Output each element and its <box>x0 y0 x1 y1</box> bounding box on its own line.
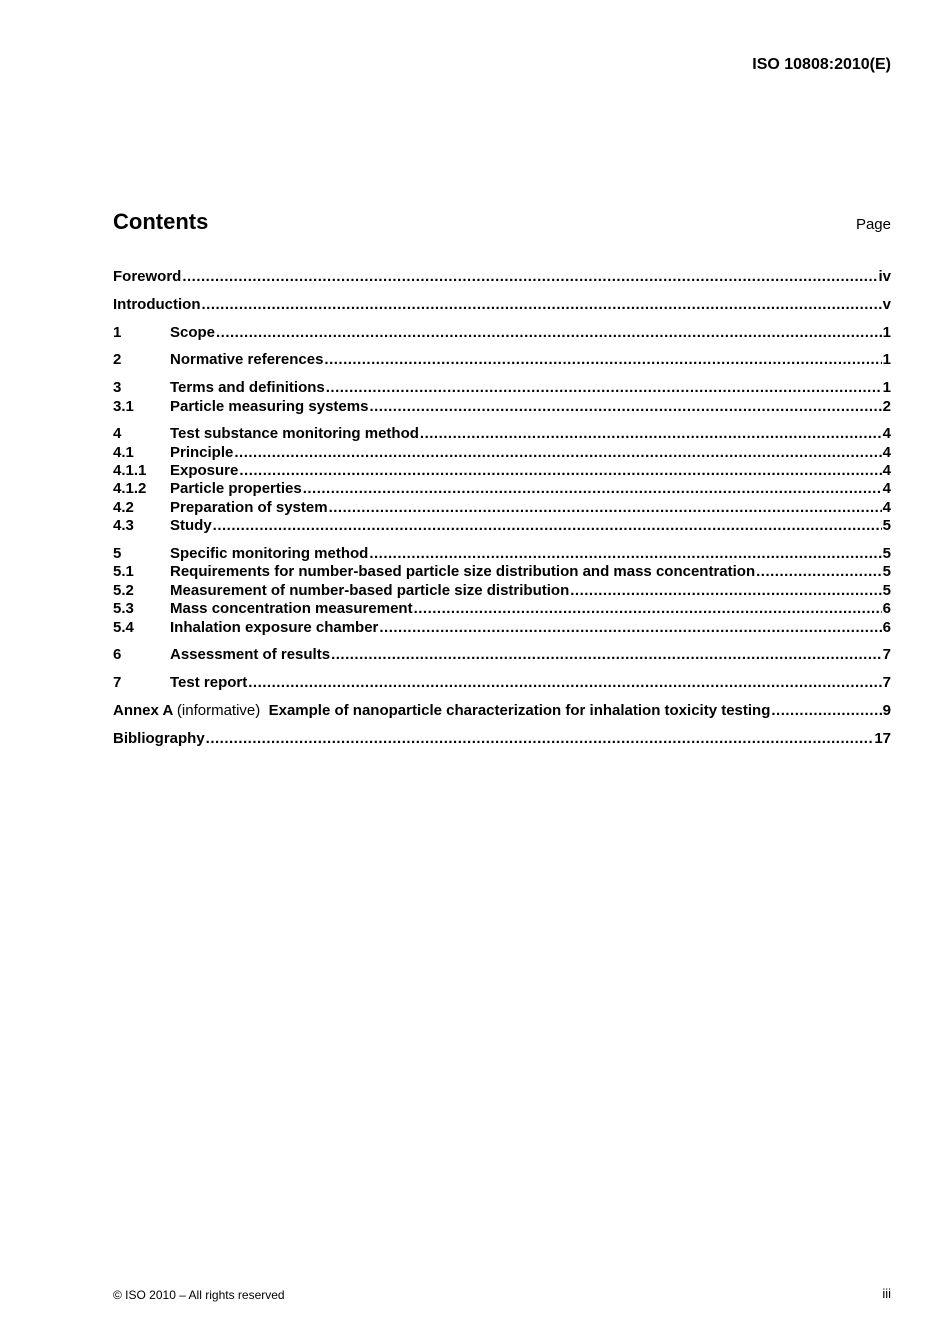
toc-entry-page: 4 <box>882 425 891 443</box>
toc-entry-title: Study <box>170 517 212 535</box>
toc-entry-title: Terms and definitions <box>170 379 325 397</box>
toc-entry[interactable] <box>113 600 891 618</box>
toc-leader-dots <box>248 674 881 692</box>
toc-entry-title: Mass concentration measurement <box>170 600 413 618</box>
toc-entry-introduction[interactable] <box>113 296 891 314</box>
toc-entry-title: Requirements for number-based particle size distribution and mass concentration <box>170 563 756 581</box>
toc-entry-title: Specific monitoring method <box>170 545 369 563</box>
toc-entry[interactable] <box>113 425 891 443</box>
toc-entry-title: Bibliography <box>113 729 205 747</box>
toc-entry-page: 2 <box>882 397 891 415</box>
annex-qualifier: (informative) <box>176 701 261 719</box>
page-number: iii <box>882 1286 891 1301</box>
toc-entry-title <box>113 702 770 720</box>
toc-entry[interactable] <box>113 351 891 369</box>
toc-entry-page: 6 <box>882 618 891 636</box>
toc-entry-number: 5.3 <box>113 600 134 618</box>
toc-entry[interactable] <box>113 379 891 397</box>
toc-entry-page: 7 <box>882 674 891 692</box>
toc-entry-page: 5 <box>882 563 891 581</box>
copyright-footer: © ISO 2010 – All rights reserved <box>113 1288 285 1302</box>
toc-entry[interactable] <box>113 619 891 637</box>
table-of-contents <box>113 268 891 748</box>
toc-entry[interactable] <box>113 646 891 664</box>
toc-entry-page: 4 <box>882 480 891 498</box>
toc-entry-title: Foreword <box>113 268 182 285</box>
toc-entry-title: Test substance monitoring method <box>170 425 419 443</box>
toc-entry-page: 4 <box>882 462 891 480</box>
toc-leader-dots <box>756 563 882 581</box>
toc-entry-title: Measurement of number-based particle size distribution <box>170 581 570 599</box>
toc-entry-page: 9 <box>882 701 891 719</box>
toc-entry-title: Normative references <box>170 351 324 369</box>
toc-entry-title: Assessment of results <box>170 646 331 664</box>
page-column-label: Page <box>855 216 891 233</box>
toc-entry-number: 4.1 <box>113 443 134 461</box>
toc-leader-dots <box>329 499 882 517</box>
toc-entry-number: 1 <box>113 323 122 341</box>
toc-entry-page: 17 <box>874 729 891 747</box>
toc-entry-page: 5 <box>882 545 891 563</box>
toc-entry[interactable] <box>113 462 891 480</box>
toc-leader-dots <box>234 444 881 462</box>
toc-entry-page: v <box>882 295 891 313</box>
toc-entry-page: 7 <box>882 646 891 664</box>
toc-entry-title: Principle <box>170 443 234 461</box>
toc-leader-dots <box>303 480 882 498</box>
toc-entry-page: 6 <box>882 600 891 618</box>
toc-entry[interactable] <box>113 545 891 563</box>
toc-leader-dots <box>201 296 881 314</box>
toc-entry-number: 4 <box>113 425 122 443</box>
toc-entry-number: 5.1 <box>113 563 134 581</box>
toc-entry-annex-a[interactable] <box>113 702 891 720</box>
toc-leader-dots <box>420 425 882 443</box>
toc-entry-page: 1 <box>882 323 891 341</box>
toc-entry-title: Inhalation exposure chamber <box>170 618 379 636</box>
toc-entry-number: 7 <box>113 674 122 692</box>
toc-entry-number: 5.4 <box>113 618 134 636</box>
toc-leader-dots <box>216 324 882 342</box>
toc-entry-number: 2 <box>113 351 122 369</box>
toc-leader-dots <box>379 619 881 637</box>
toc-entry-title: Introduction <box>113 295 201 313</box>
toc-entry-number: 5 <box>113 545 122 563</box>
toc-entry-foreword[interactable] <box>113 268 891 286</box>
toc-entry-number: 6 <box>113 646 122 664</box>
toc-leader-dots <box>771 702 881 720</box>
annex-label: Annex A <box>113 701 173 719</box>
toc-entry-title: Particle measuring systems <box>170 397 369 415</box>
toc-entry[interactable] <box>113 444 891 462</box>
toc-entry-number: 4.3 <box>113 517 134 535</box>
toc-entry-page: 1 <box>882 351 891 369</box>
toc-entry-page: 5 <box>882 517 891 535</box>
toc-leader-dots <box>239 462 881 480</box>
toc-leader-dots <box>326 379 882 397</box>
toc-entry-bibliography[interactable] <box>113 730 891 748</box>
toc-entry-number: 5.2 <box>113 581 134 599</box>
toc-entry-title: Test report <box>170 674 248 692</box>
toc-entry-number: 3 <box>113 379 122 397</box>
toc-entry[interactable] <box>113 674 891 692</box>
toc-leader-dots <box>206 730 874 748</box>
toc-entry-number: 4.1.2 <box>113 480 147 498</box>
toc-leader-dots <box>369 545 881 563</box>
annex-title: Example of nanoparticle characterization for inhalation toxicity testing <box>268 701 771 719</box>
toc-entry-number: 4.2 <box>113 498 134 516</box>
toc-entry-number: 3.1 <box>113 397 134 415</box>
toc-leader-dots <box>182 268 877 286</box>
toc-entry-page: 4 <box>882 443 891 461</box>
toc-entry-title: Scope <box>170 323 216 341</box>
toc-leader-dots <box>324 351 881 369</box>
contents-heading: Contents <box>113 209 209 234</box>
toc-entry-number: 4.1.1 <box>113 462 147 480</box>
toc-entry[interactable] <box>113 480 891 498</box>
toc-entry[interactable] <box>113 563 891 581</box>
toc-entry[interactable] <box>113 324 891 342</box>
toc-entry[interactable] <box>113 517 891 535</box>
toc-entry-page: 5 <box>882 581 891 599</box>
toc-leader-dots <box>414 600 882 618</box>
toc-leader-dots <box>570 582 881 600</box>
toc-entry-title: Particle properties <box>170 480 302 498</box>
toc-entry-page: 4 <box>882 498 891 516</box>
toc-entry[interactable] <box>113 582 891 600</box>
toc-leader-dots <box>213 517 882 535</box>
toc-entry[interactable] <box>113 398 891 416</box>
numbered-entries <box>113 324 891 693</box>
toc-entry-title: Preparation of system <box>170 498 328 516</box>
toc-entry[interactable] <box>113 499 891 517</box>
document-id-header: ISO 10808:2010(E) <box>752 56 891 73</box>
toc-leader-dots <box>369 398 881 416</box>
toc-entry-page: iv <box>878 268 891 285</box>
toc-entry-title: Exposure <box>170 462 239 480</box>
toc-leader-dots <box>331 646 882 664</box>
toc-entry-page: 1 <box>882 379 891 397</box>
